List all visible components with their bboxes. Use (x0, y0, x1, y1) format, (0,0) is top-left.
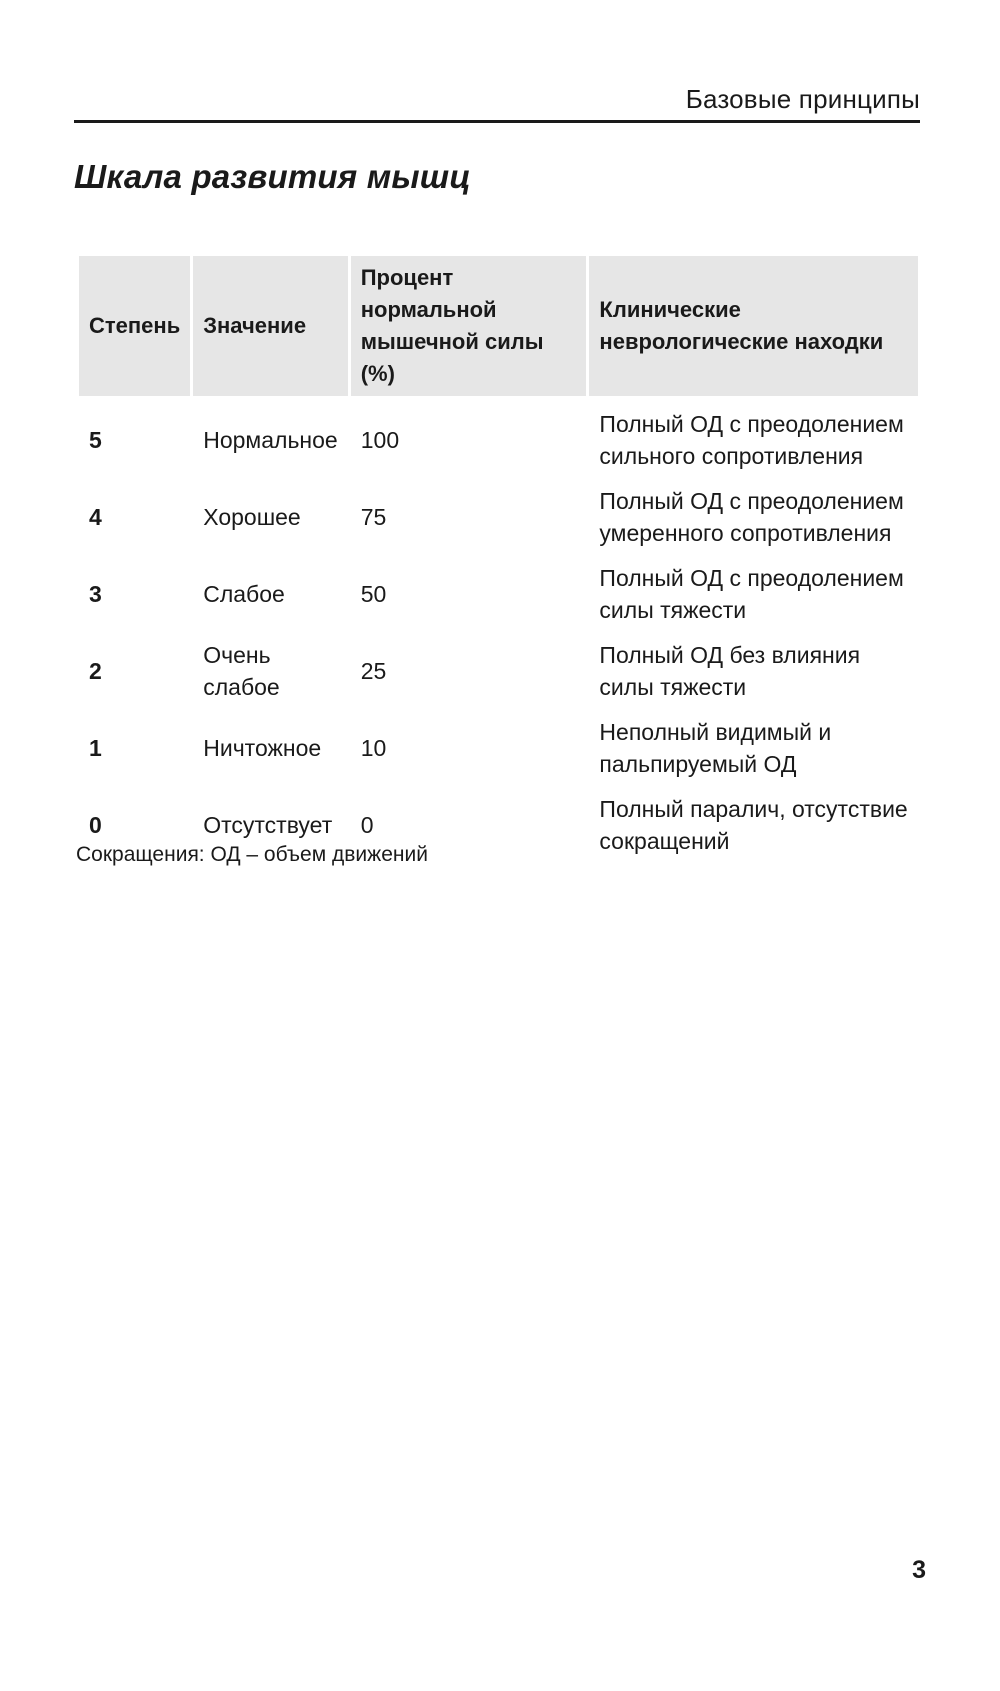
grade-cell: 0 (89, 811, 102, 838)
table-header-row (79, 256, 918, 396)
findings-cell: Полный паралич, отсутствие сокращений (599, 795, 908, 854)
meaning-cell: Слабое (203, 580, 285, 607)
header-grade: Степень (79, 256, 190, 396)
percent-cell: 0 (360, 811, 374, 838)
header-meaning: Значение (193, 256, 348, 396)
findings-cell: Полный ОД без влияния силы тяжести (599, 641, 861, 700)
page-number: 3 (912, 1556, 926, 1584)
meaning-cell: Очень слабое (203, 641, 280, 700)
percent-cell: 75 (360, 503, 387, 530)
table-row (79, 478, 918, 555)
page-title: Шкала развития мышц (74, 158, 471, 195)
header-rule (74, 120, 920, 123)
findings-cell: Полный ОД с преодолением умеренного сопротивления (599, 487, 904, 546)
findings-cell: Неполный видимый и пальпируемый ОД (599, 718, 832, 777)
grade-cell: 3 (89, 580, 102, 607)
grade-cell: 1 (89, 734, 102, 761)
muscle-grade-table (76, 256, 921, 863)
table-row (79, 709, 918, 786)
abbreviations-footnote: Сокращения: ОД – объем движений (76, 843, 428, 866)
header-percent: Процент нормальной мышечной силы (%) (351, 256, 587, 396)
percent-cell: 25 (360, 657, 387, 684)
running-header: Базовые принципы (685, 84, 920, 114)
findings-cell: Полный ОД с преодолением силы тяжести (599, 564, 904, 623)
grade-cell: 2 (89, 657, 102, 684)
percent-cell: 10 (360, 734, 387, 761)
meaning-cell: Хорошее (203, 503, 301, 530)
percent-cell: 50 (360, 580, 387, 607)
table-row (79, 396, 918, 478)
meaning-cell: Ничтожное (203, 734, 322, 761)
percent-cell: 100 (360, 427, 400, 453)
meaning-cell: Нормальное (203, 427, 338, 453)
meaning-cell: Отсутствует (203, 811, 333, 838)
header-findings: Клинические неврологические находки (589, 256, 918, 396)
findings-cell: Полный ОД с преодолением сильного сопротивления (599, 411, 904, 469)
grade-cell: 4 (89, 503, 102, 530)
grade-cell: 5 (89, 427, 102, 453)
table-row (79, 632, 918, 709)
table-row (79, 555, 918, 632)
